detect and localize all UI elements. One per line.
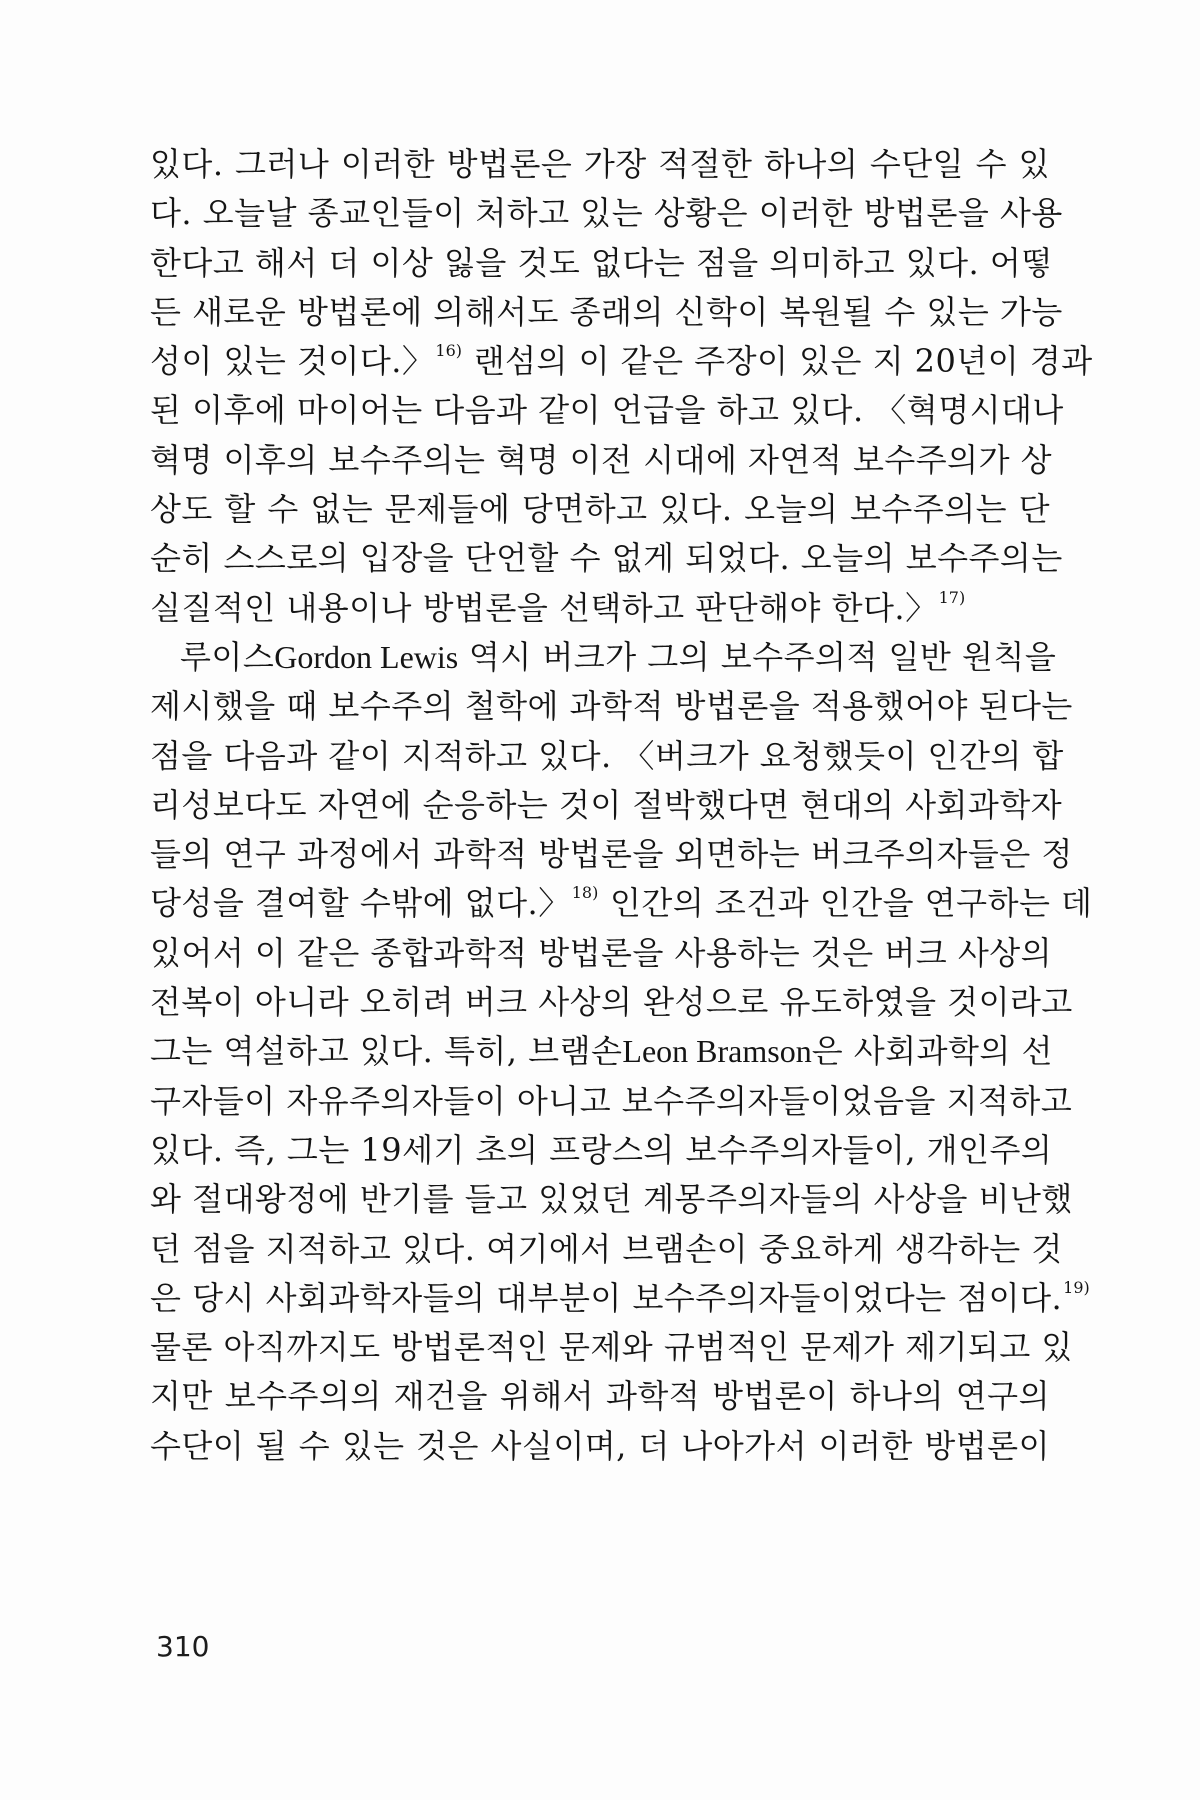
text-line: 혁명 이후의 보수주의는 혁명 이전 시대에 자연적 보수주의가 상 [150, 440, 1053, 479]
text-line: 순히 스스로의 입장을 단언할 수 없게 되었다. 오늘의 보수주의는 [150, 539, 1063, 578]
text-line: 있다. 즉, 그는 19세기 초의 프랑스의 보수주의자들이, 개인주의 [150, 1130, 1053, 1169]
body-text [150, 140, 1093, 1471]
text-line: 한다고 해서 더 이상 잃을 것도 없다는 점을 의미하고 있다. 어떻 [150, 243, 1053, 282]
text-line: 구자들이 자유주의자들이 아니고 보수주의자들이었음을 지적하고 [150, 1081, 1073, 1120]
text-line: 있어서 이 같은 종합과학적 방법론을 사용하는 것은 버크 사상의 [150, 933, 1053, 972]
footnote-marker: 17) [938, 587, 966, 607]
text-line: 당성을 결여할 수밖에 없다.〉$^{18)}$ 인간의 조건과 인간을 연구하는 데 [150, 883, 1093, 923]
latin-name: Leon Bramson [622, 1033, 812, 1070]
text-line: 있다. 그러나 이러한 방법론은 가장 적절한 하나의 수단일 수 있 [150, 145, 1050, 183]
text-line: 그는 역설하고 있다. 특히, 브램손Leon Bramson은 사회과학의 선 [150, 1032, 1053, 1071]
text-line: 실질적인 내용이나 방법론을 선택하고 판단해야 한다.〉$^{17)}$ [150, 587, 966, 627]
text-line: 된 이후에 마이어는 다음과 같이 언급을 하고 있다. 〈혁명시대나 [150, 391, 1064, 430]
page-number: 310 [156, 1630, 210, 1663]
latin-name: Gordon Lewis [274, 638, 459, 675]
text-line: 성이 있는 것이다.〉$^{16)}$ 랜섬의 이 같은 주장이 있은 지 20년이 경과 [150, 341, 1093, 381]
text-line: 와 절대왕정에 반기를 들고 있었던 계몽주의자들의 사상을 비난했 [150, 1180, 1073, 1219]
text-line: 든 새로운 방법론에 의해서도 종래의 신학이 복원될 수 있는 가능 [150, 292, 1063, 331]
footnote-marker: 16) [435, 341, 463, 361]
text-line: 은 당시 사회과학자들의 대부분이 보수주의자들이었다는 점이다.$^{19)}$ [150, 1277, 1090, 1317]
text-line: 전복이 아니라 오히려 버크 사상의 완성으로 유도하였을 것이라고 [150, 983, 1073, 1022]
text-line: 제시했을 때 보수주의 철학에 과학적 방법론을 적용했어야 된다는 [150, 687, 1073, 726]
text-line: 지만 보수주의의 재건을 위해서 과학적 방법론이 하나의 연구의 [150, 1377, 1050, 1416]
text-line: 상도 할 수 없는 문제들에 당면하고 있다. 오늘의 보수주의는 단 [150, 490, 1050, 529]
text-line: 던 점을 지적하고 있다. 여기에서 브램손이 중요하게 생각하는 것 [150, 1229, 1063, 1268]
text-line: 리성보다도 자연에 순응하는 것이 절박했다면 현대의 사회과학자 [150, 785, 1063, 824]
footnote-marker: 19) [1063, 1277, 1090, 1297]
text-line: 수단이 될 수 있는 것은 사실이며, 더 나아가서 이러한 방법론이 [150, 1426, 1050, 1465]
text-line: 들의 연구 과정에서 과학적 방법론을 외면하는 버크주의자들은 정 [150, 835, 1073, 874]
text-line: 점을 다음과 같이 지적하고 있다. 〈버크가 요청했듯이 인간의 합 [150, 736, 1064, 775]
text-line: 루이스Gordon Lewis 역시 버크가 그의 보수주의적 일반 원칙을 [180, 637, 1057, 676]
text-line: 물론 아직까지도 방법론적인 문제와 규범적인 문제가 제기되고 있 [150, 1328, 1073, 1367]
footnote-marker: 18) [571, 883, 599, 903]
text-line: 다. 오늘날 종교인들이 처하고 있는 상황은 이러한 방법론을 사용 [150, 194, 1063, 233]
